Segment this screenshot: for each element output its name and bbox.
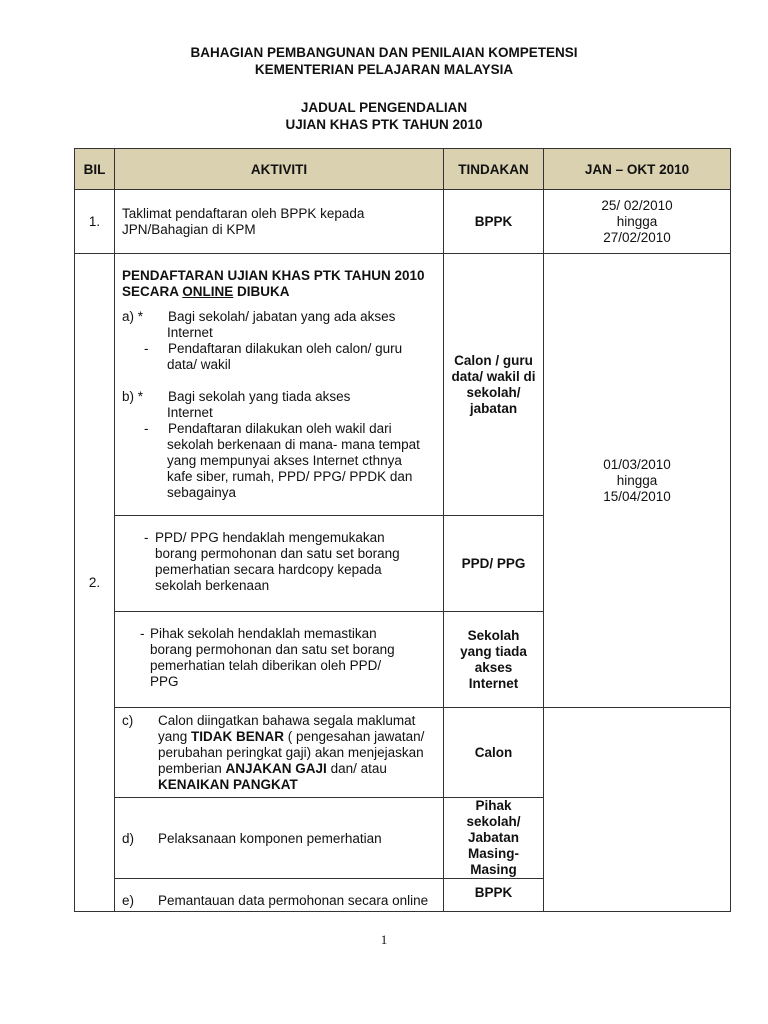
row2-tindakan-main [444,254,544,516]
row2-b-line7: sebagainya [167,485,237,500]
row2-c-aktiviti [115,708,444,798]
row2-tarikh-empty [544,708,731,912]
row2-b-line1 [122,389,437,405]
row2-c-anjakan-gaji: ANJAKAN GAJI [225,761,327,776]
row2-tindakan-line3: sekolah/ [466,384,521,400]
row2-tindakan-line2: data/ wakil di [451,368,536,384]
row2-e-text: Pemantauan data permohonan secara online [158,893,429,908]
row2-d-marker: d) [122,831,135,846]
row2-a-marker: a) * [122,309,144,324]
header-line-4: UJIAN KHAS PTK TAHUN 2010 [285,117,483,132]
row2-title-line1: PENDAFTARAN UJIAN KHAS PTK TAHUN 2010 [122,268,425,283]
schedule-table [74,148,731,912]
page-number: 1 [380,932,388,947]
row2-sub3-text1: Pihak sekolah hendaklah memastikan [150,626,377,641]
row2-c-dan-atau: dan/ atau [326,761,387,776]
row2-d-tindakan-line2: sekolah/ [466,814,521,829]
row2-d-tindakan-line4: Masing- [467,846,519,861]
row2-a-line4: data/ wakil [167,357,231,372]
row2-b-text1: Bagi sekolah yang tiada akses [168,389,351,404]
row2-sub3-line3: pemerhatian telah diberikan oleh PPD/ [150,658,382,673]
row1-tarikh [544,190,731,254]
row2-sub3-line1 [122,626,437,642]
row2-tarikh [544,254,731,708]
row2-sub3-tindakan-line2: yang tiada [460,643,527,659]
row2-sub2-line3: pemerhatian secara hardcopy kepada [155,562,382,577]
row2-title-dibuka: DIBUKA [233,284,290,299]
row2-c-line5: KENAIKAN PANGKAT [158,777,298,792]
row2-c-marker: c) [122,713,134,728]
row2-tindakan-line4: jabatan [469,400,518,416]
row2-c-pengesahan: ( pengesahan jawatan/ [284,729,425,744]
table-row-2d [75,708,731,798]
row2-date-mid: hingga [616,472,658,488]
row2-b-line6: kafe siber, rumah, PPD/ PPG/ PPDK dan [167,469,413,484]
row2-a-line1 [122,309,437,325]
row1-aktiviti-line1: Taklimat pendaftaran oleh BPPK kepada [122,205,365,221]
row1-aktiviti-line2: JPN/Bahagian di KPM [122,221,256,237]
row2-c-line1 [122,713,437,729]
row2-c-tindakan: Calon [444,708,544,798]
row2-c-line3: perubahan peringkat gaji) akan menjejaskan [158,745,424,760]
row2-sub2-line4: sekolah berkenaan [155,578,270,593]
row2-tindakan-line1: Calon / guru [454,352,533,368]
row2-e-line [122,893,437,909]
header-bil: BIL [75,149,115,190]
row2-sub3-line4: PPG [150,674,179,689]
header-aktiviti: AKTIVITI [115,149,444,190]
row2-a-line3 [122,341,437,357]
row2-b-marker: b) * [122,389,144,404]
row2-sub3-tindakan-line3: akses [474,659,513,675]
header-line-2: KEMENTERIAN PELAJARAN MALAYSIA [254,62,514,77]
row1-date-to: 27/02/2010 [603,229,671,245]
row2-b-dash: - [144,421,149,436]
row2-e-marker: e) [122,893,135,908]
row2-b-line4: sekolah berkenaan di mana- mana tempat [167,437,420,452]
row2-title-line2 [122,284,437,300]
row2-c-tidak-benar: TIDAK BENAR [191,729,285,744]
row2-d-tindakan-line3: Jabatan [467,830,520,845]
row2-sub2-line2: borang permohonan dan satu set borang [155,546,400,561]
row2-b-line3 [122,421,437,437]
row2-aktiviti-main [115,254,444,516]
table-header-row [75,149,731,190]
row2-title-online: ONLINE [182,284,234,299]
row2-e-tindakan: BPPK [444,879,544,912]
row2-d-tindakan [444,798,544,879]
row2-sub2-line1 [122,530,437,546]
header-tarikh: JAN – OKT 2010 [544,149,731,190]
header-line-3: JADUAL PENGENDALIAN [300,100,468,115]
row2-a-dash: - [144,341,149,356]
row2-c-yang: yang [158,729,192,744]
table-row-2a [75,254,731,516]
row2-c-pemberian: pemberian [158,761,226,776]
row2-b-text3: Pendaftaran dilakukan oleh wakil dari [168,421,392,436]
row2-sub3-tindakan-line1: Sekolah [467,627,520,643]
row2-sub2-text1: PPD/ PPG hendaklah mengemukakan [155,530,385,545]
row2-d-tindakan-line1: Pihak [475,798,512,813]
row2-b-line5: yang mempunyai akses Internet cthnya [167,453,402,468]
row2-a-text1: Bagi sekolah/ jabatan yang ada akses [168,309,396,324]
row2-sub2-aktiviti [115,516,444,612]
row2-c-line2 [122,729,437,745]
row1-tindakan: BPPK [444,190,544,254]
row2-sub2-dash: - [144,530,149,545]
row1-date-mid: hingga [616,213,658,229]
row2-c-line4 [122,761,437,777]
row2-d-aktiviti [115,798,444,879]
row2-bil: 2. [75,254,115,912]
row1-date-from: 25/ 02/2010 [601,197,673,213]
row2-d-line [122,831,437,847]
header-tindakan: TINDAKAN [444,149,544,190]
row2-title-secara: SECARA [122,284,183,299]
row2-c-text1: Calon diingatkan bahawa segala maklumat [158,713,416,728]
row2-sub3-tindakan [444,612,544,708]
row2-d-text: Pelaksanaan komponen pemerhatian [158,831,382,846]
row2-sub3-aktiviti [115,612,444,708]
row2-sub2-tindakan: PPD/ PPG [444,516,544,612]
row2-sub3-line2: borang permohonan dan satu set borang [150,642,395,657]
row2-sub3-dash: - [140,626,145,641]
row2-b-line2: Internet [167,405,213,420]
row2-date-to: 15/04/2010 [603,488,671,504]
row2-d-tindakan-line5: Masing [470,862,517,877]
row1-bil: 1. [75,190,115,254]
row2-sub3-tindakan-line4: Internet [468,675,519,691]
header-line-1: BAHAGIAN PEMBANGUNAN DAN PENILAIAN KOMPETENSI [190,45,578,60]
row2-date-from: 01/03/2010 [603,456,671,472]
row2-a-text3: Pendaftaran dilakukan oleh calon/ guru [168,341,403,356]
table-row-1 [75,190,731,254]
row2-e-aktiviti [115,879,444,912]
row2-a-line2: Internet [167,325,213,340]
row1-aktiviti [115,190,444,254]
